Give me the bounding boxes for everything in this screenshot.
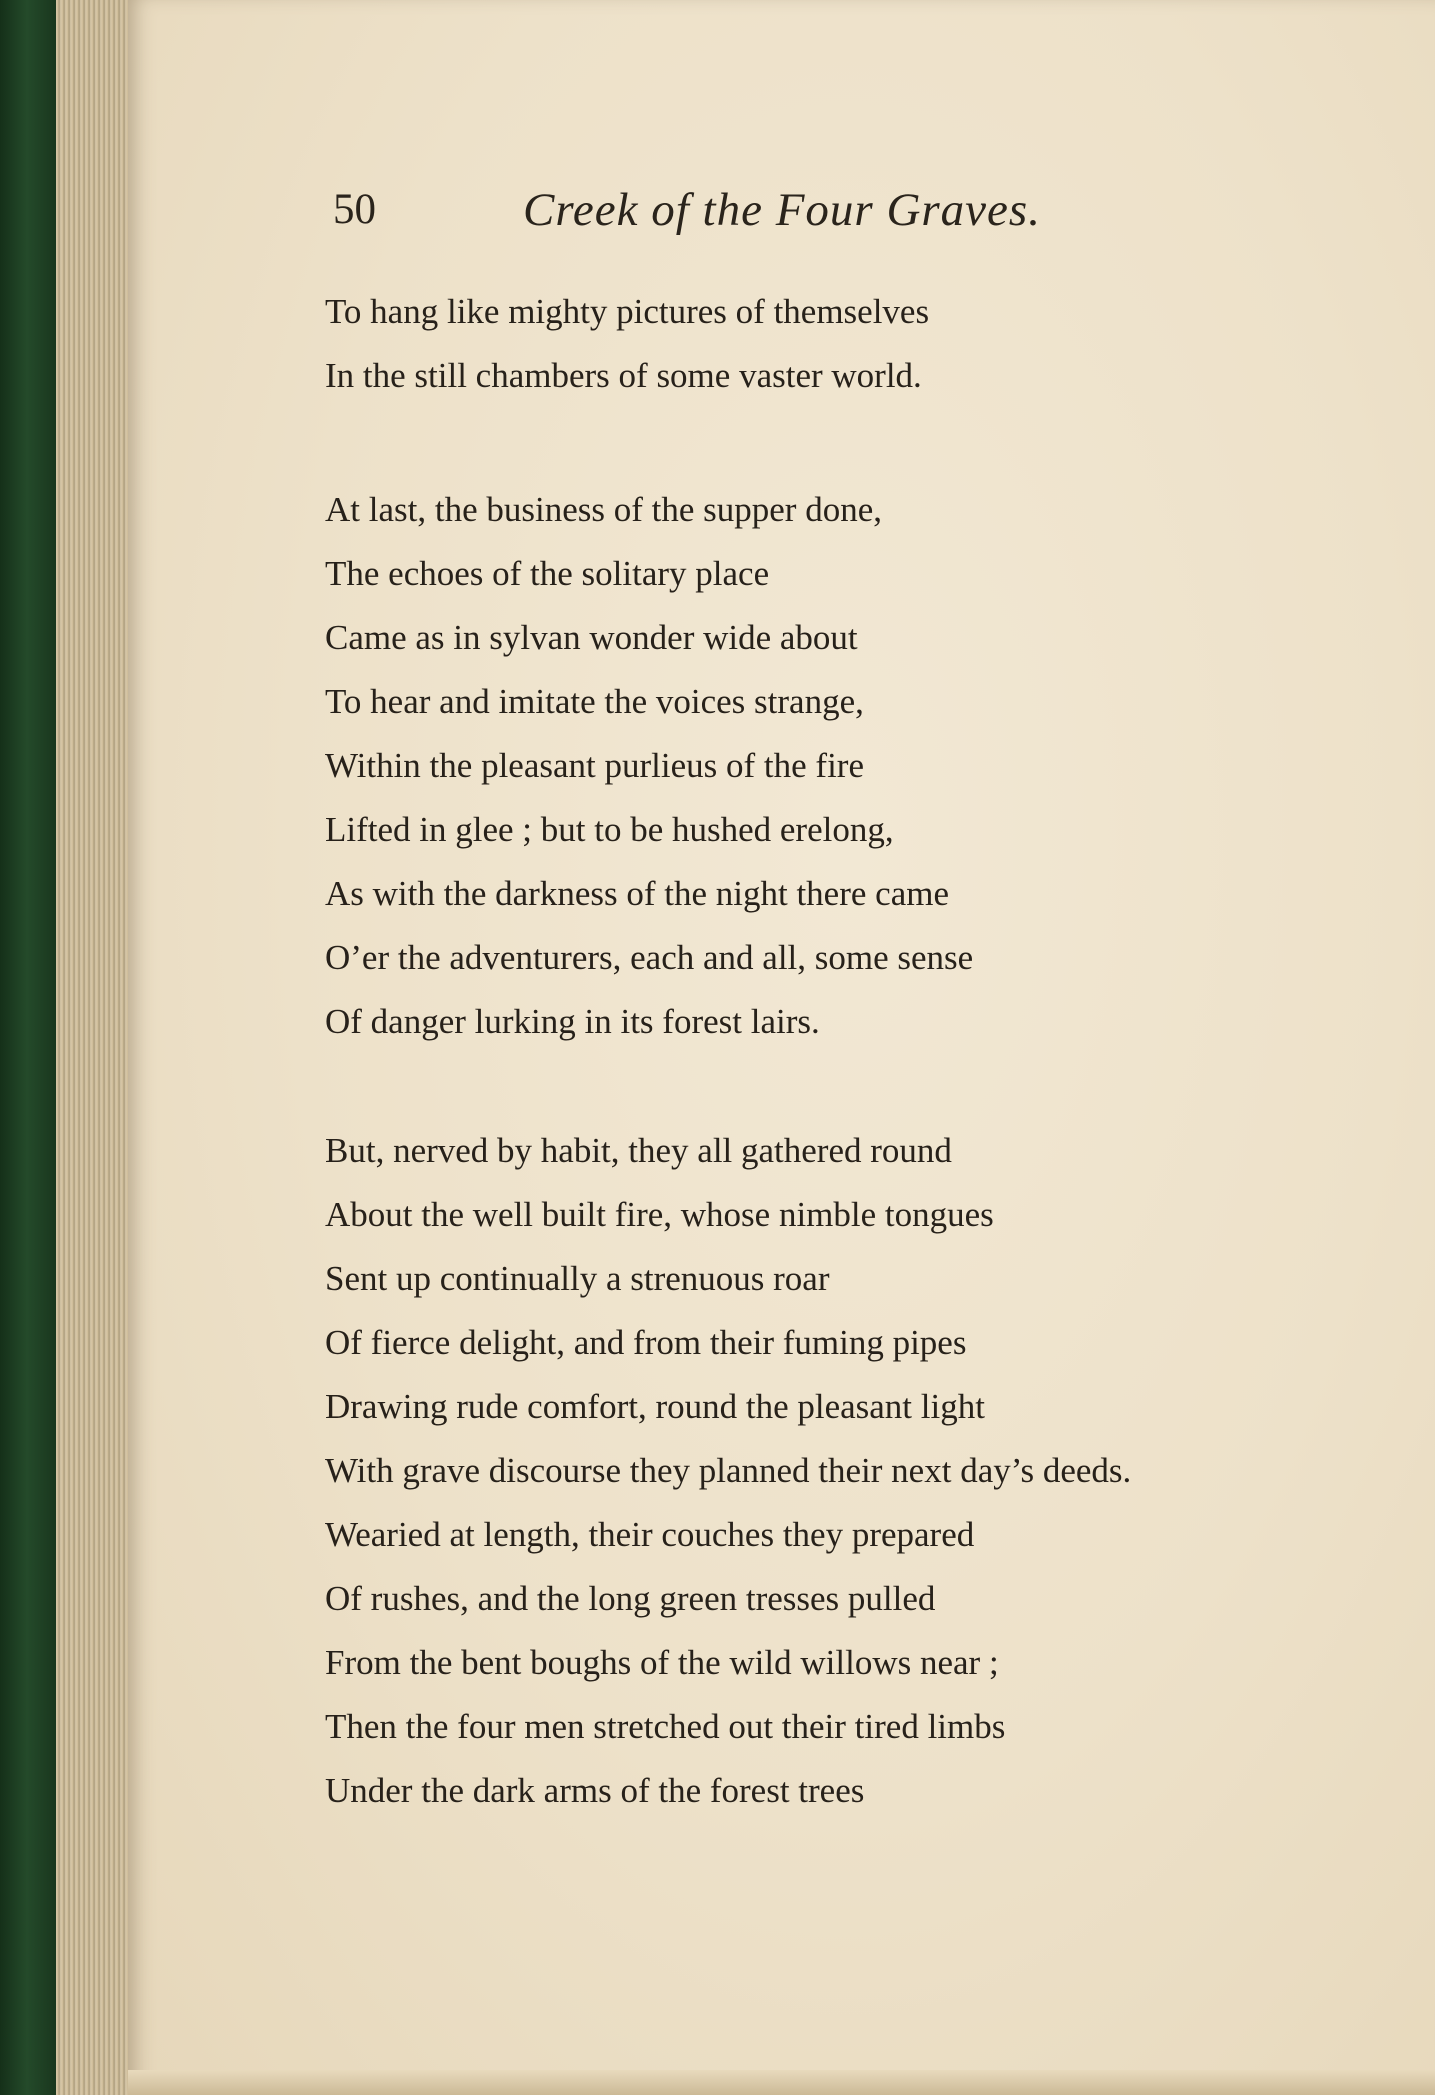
verse-line: Under the dark arms of the forest trees [325,1771,865,1810]
verse-line: About the well built fire, whose nimble tongues [325,1195,994,1234]
verse-line: Of fierce delight, and from their fuming pipes [325,1323,967,1362]
verse-line: To hang like mighty pictures of themselves [325,292,930,331]
page-header [333,180,1233,250]
page-number: 50 [333,186,376,233]
verse-line: Lifted in glee ; but to be hushed erelong, [325,810,894,849]
verse-line: In the still chambers of some vaster world. [325,356,922,395]
stanza [325,280,1325,408]
verse-line: Of danger lurking in its forest lairs. [325,1002,820,1041]
verse-line: The echoes of the solitary place [325,554,770,593]
stanza [325,1119,1325,1823]
book-spine [0,0,60,2095]
stanza [325,478,1325,1054]
verse-line: But, nerved by habit, they all gathered round [325,1131,952,1170]
verse-line: Wearied at length, their couches they prepared [325,1515,975,1554]
verse-line: At last, the business of the supper done, [325,490,882,529]
verse-line: With grave discourse they planned their next day’s deeds. [325,1451,1132,1490]
verse-line: Of rushes, and the long green tresses pulled [325,1579,936,1618]
verse-line: Came as in sylvan wonder wide about [325,618,858,657]
page-edges [56,0,130,2095]
page-bottom-edge [128,2070,1435,2095]
verse-line: To hear and imitate the voices strange, [325,682,864,721]
verse-line: O’er the adventurers, each and all, some sense [325,938,974,977]
verse-line: Drawing rude comfort, round the pleasant light [325,1387,985,1426]
verse-line: Then the four men stretched out their tired limbs [325,1707,1006,1746]
verse-line: Within the pleasant purlieus of the fire [325,746,864,785]
verse-line: As with the darkness of the night there came [325,874,949,913]
running-title: Creek of the Four Graves. [523,184,1041,236]
verse-line: Sent up continually a strenuous roar [325,1259,830,1298]
verse-line: From the bent boughs of the wild willows near ; [325,1643,999,1682]
